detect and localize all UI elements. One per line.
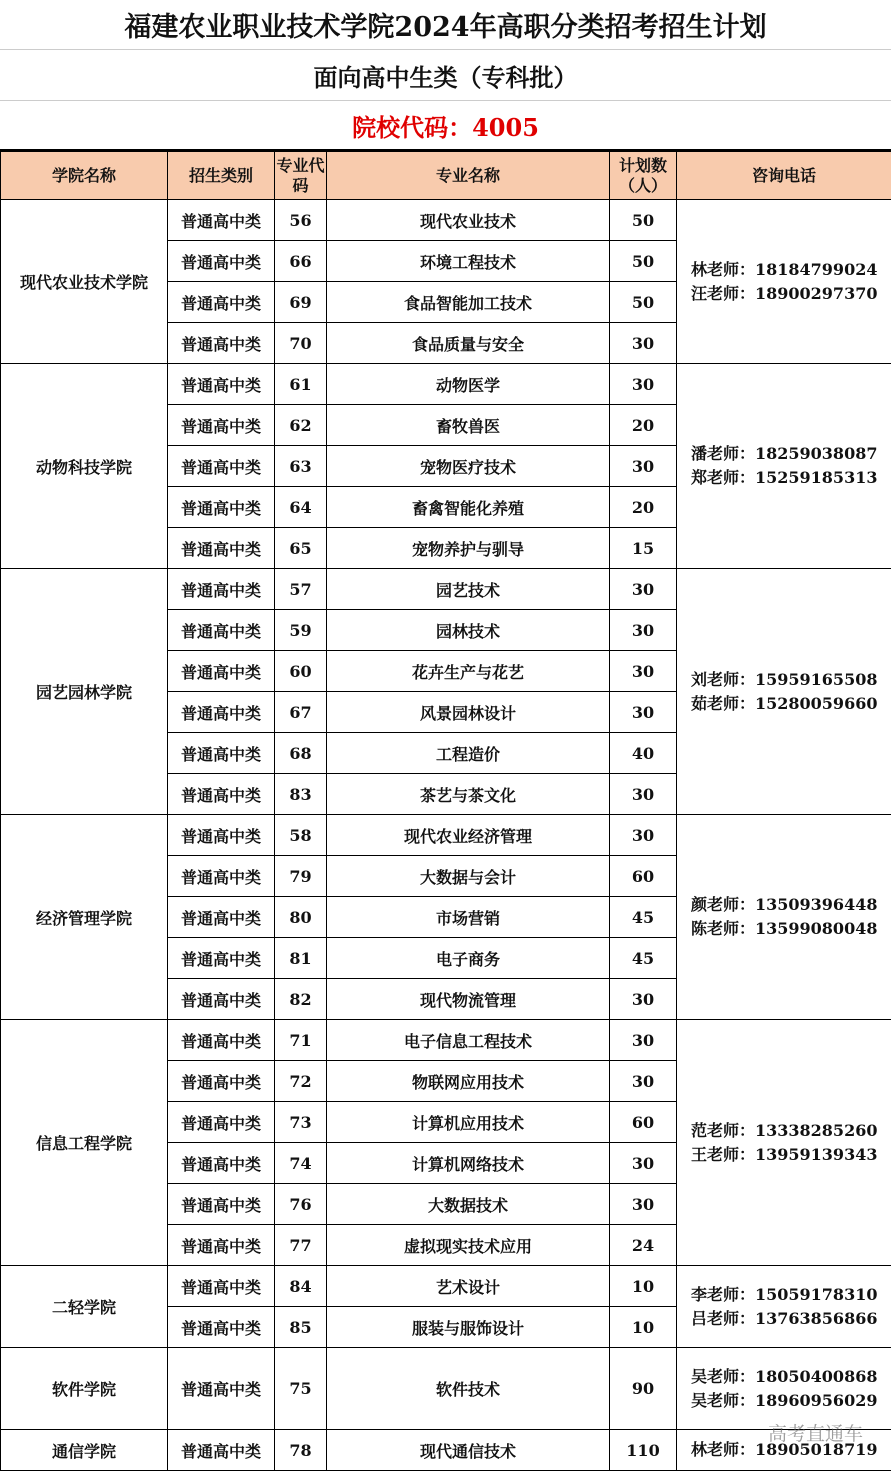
major-code: 83 xyxy=(275,774,327,815)
header-college: 学院名称 xyxy=(1,152,168,200)
enrollment-category: 普通高中类 xyxy=(168,1184,275,1225)
major-code: 61 xyxy=(275,364,327,405)
major-name: 虚拟现实技术应用 xyxy=(327,1225,610,1266)
contact-line: 林老师：18184799024 xyxy=(691,259,878,279)
major-code: 73 xyxy=(275,1102,327,1143)
table-row xyxy=(1,1020,891,1061)
major-name: 软件技术 xyxy=(327,1348,610,1430)
contact-phones xyxy=(677,569,891,815)
major-code: 60 xyxy=(275,651,327,692)
contact-line: 吴老师：18960956029 xyxy=(691,1390,878,1410)
major-code: 67 xyxy=(275,692,327,733)
plan-count: 30 xyxy=(610,610,677,651)
major-name: 风景园林设计 xyxy=(327,692,610,733)
college-name: 软件学院 xyxy=(1,1348,168,1430)
major-code: 68 xyxy=(275,733,327,774)
college-name: 通信学院 xyxy=(1,1430,168,1471)
plan-count: 30 xyxy=(610,979,677,1020)
enrollment-category: 普通高中类 xyxy=(168,487,275,528)
enrollment-category: 普通高中类 xyxy=(168,1102,275,1143)
major-code: 85 xyxy=(275,1307,327,1348)
plan-count: 45 xyxy=(610,938,677,979)
enrollment-category: 普通高中类 xyxy=(168,282,275,323)
major-name: 现代农业经济管理 xyxy=(327,815,610,856)
plan-count: 60 xyxy=(610,856,677,897)
page-title: 福建农业职业技术学院2024年高职分类招考招生计划 xyxy=(0,0,891,50)
major-code: 59 xyxy=(275,610,327,651)
enrollment-category: 普通高中类 xyxy=(168,323,275,364)
major-name: 工程造价 xyxy=(327,733,610,774)
contact-phones xyxy=(677,1020,891,1266)
major-name: 畜禽智能化养殖 xyxy=(327,487,610,528)
plan-count: 24 xyxy=(610,1225,677,1266)
college-name: 二轻学院 xyxy=(1,1266,168,1348)
enrollment-category: 普通高中类 xyxy=(168,897,275,938)
table-row xyxy=(1,1430,891,1471)
major-name: 畜牧兽医 xyxy=(327,405,610,446)
contact-line: 郑老师：15259185313 xyxy=(691,468,878,487)
plan-count: 50 xyxy=(610,282,677,323)
table-header-row xyxy=(1,152,891,200)
plan-count: 30 xyxy=(610,651,677,692)
plan-count: 30 xyxy=(610,815,677,856)
major-name: 现代农业技术 xyxy=(327,200,610,241)
contact-line: 林老师：18905018719 xyxy=(691,1440,878,1459)
enrollment-category: 普通高中类 xyxy=(168,979,275,1020)
table-row xyxy=(1,1266,891,1307)
plan-count: 10 xyxy=(610,1307,677,1348)
enrollment-category: 普通高中类 xyxy=(168,733,275,774)
plan-count: 20 xyxy=(610,487,677,528)
major-code: 78 xyxy=(275,1430,327,1471)
major-name: 动物医学 xyxy=(327,364,610,405)
enrollment-category: 普通高中类 xyxy=(168,200,275,241)
major-name: 花卉生产与花艺 xyxy=(327,651,610,692)
major-name: 艺术设计 xyxy=(327,1266,610,1307)
contact-phones xyxy=(677,200,891,364)
enrollment-category: 普通高中类 xyxy=(168,856,275,897)
table-row xyxy=(1,569,891,610)
enrollment-category: 普通高中类 xyxy=(168,364,275,405)
enrollment-category: 普通高中类 xyxy=(168,405,275,446)
major-code: 84 xyxy=(275,1266,327,1307)
major-code: 75 xyxy=(275,1348,327,1430)
plan-count: 30 xyxy=(610,692,677,733)
major-code: 66 xyxy=(275,241,327,282)
major-code: 69 xyxy=(275,282,327,323)
major-code: 80 xyxy=(275,897,327,938)
plan-count: 30 xyxy=(610,1061,677,1102)
plan-count: 30 xyxy=(610,774,677,815)
contact-phones xyxy=(677,1266,891,1348)
plan-count: 50 xyxy=(610,200,677,241)
major-code: 76 xyxy=(275,1184,327,1225)
college-name: 现代农业技术学院 xyxy=(1,200,168,364)
college-name: 信息工程学院 xyxy=(1,1020,168,1266)
contact-line: 吴老师：18050400868 xyxy=(691,1366,878,1386)
contact-line: 王老师：13959139343 xyxy=(691,1144,878,1164)
major-code: 57 xyxy=(275,569,327,610)
contact-line: 潘老师：18259038087 xyxy=(691,444,878,463)
enrollment-category: 普通高中类 xyxy=(168,241,275,282)
enrollment-category: 普通高中类 xyxy=(168,528,275,569)
major-code: 77 xyxy=(275,1225,327,1266)
header-category: 招生类别 xyxy=(168,152,275,200)
enrollment-category: 普通高中类 xyxy=(168,651,275,692)
major-name: 大数据技术 xyxy=(327,1184,610,1225)
contact-line: 陈老师：13599080048 xyxy=(691,919,878,938)
enrollment-category: 普通高中类 xyxy=(168,815,275,856)
plan-count: 30 xyxy=(610,1143,677,1184)
major-name: 计算机应用技术 xyxy=(327,1102,610,1143)
enrollment-category: 普通高中类 xyxy=(168,1143,275,1184)
major-code: 74 xyxy=(275,1143,327,1184)
header-major-name: 专业名称 xyxy=(327,152,610,200)
table-row xyxy=(1,200,891,241)
plan-count: 30 xyxy=(610,1020,677,1061)
plan-count: 110 xyxy=(610,1430,677,1471)
major-code: 70 xyxy=(275,323,327,364)
enrollment-category: 普通高中类 xyxy=(168,1348,275,1430)
major-name: 环境工程技术 xyxy=(327,241,610,282)
plan-count: 90 xyxy=(610,1348,677,1430)
major-code: 72 xyxy=(275,1061,327,1102)
college-name: 园艺园林学院 xyxy=(1,569,168,815)
table-row xyxy=(1,815,891,856)
table-row xyxy=(1,364,891,405)
contact-line: 刘老师：15959165508 xyxy=(691,669,878,689)
header-major-code: 专业代码 xyxy=(275,152,327,200)
contact-line: 茹老师：15280059660 xyxy=(691,693,878,713)
contact-phones xyxy=(677,364,891,569)
major-name: 计算机网络技术 xyxy=(327,1143,610,1184)
enrollment-category: 普通高中类 xyxy=(168,1307,275,1348)
plan-count: 60 xyxy=(610,1102,677,1143)
college-name: 动物科技学院 xyxy=(1,364,168,569)
contact-line: 范老师：13338285260 xyxy=(691,1120,878,1140)
plan-count: 30 xyxy=(610,364,677,405)
major-name: 市场营销 xyxy=(327,897,610,938)
major-name: 茶艺与茶文化 xyxy=(327,774,610,815)
plan-count: 40 xyxy=(610,733,677,774)
enrollment-category: 普通高中类 xyxy=(168,774,275,815)
plan-count: 30 xyxy=(610,323,677,364)
major-code: 79 xyxy=(275,856,327,897)
major-name: 物联网应用技术 xyxy=(327,1061,610,1102)
header-phone: 咨询电话 xyxy=(677,152,891,200)
major-code: 82 xyxy=(275,979,327,1020)
major-name: 宠物养护与驯导 xyxy=(327,528,610,569)
major-name: 园艺技术 xyxy=(327,569,610,610)
major-code: 62 xyxy=(275,405,327,446)
enrollment-category: 普通高中类 xyxy=(168,610,275,651)
major-code: 81 xyxy=(275,938,327,979)
enrollment-category: 普通高中类 xyxy=(168,938,275,979)
enrollment-category: 普通高中类 xyxy=(168,1061,275,1102)
enrollment-category: 普通高中类 xyxy=(168,446,275,487)
table-row xyxy=(1,1348,891,1430)
major-name: 服装与服饰设计 xyxy=(327,1307,610,1348)
major-code: 63 xyxy=(275,446,327,487)
enrollment-category: 普通高中类 xyxy=(168,692,275,733)
contact-line: 颜老师：13509396448 xyxy=(691,895,878,914)
school-code: 院校代码：4005 xyxy=(0,101,891,151)
major-code: 71 xyxy=(275,1020,327,1061)
major-name: 现代通信技术 xyxy=(327,1430,610,1471)
plan-count: 30 xyxy=(610,569,677,610)
enrollment-plan-table xyxy=(0,151,891,1471)
page-subtitle: 面向高中生类（专科批） xyxy=(0,50,891,101)
plan-count: 30 xyxy=(610,1184,677,1225)
enrollment-category: 普通高中类 xyxy=(168,1225,275,1266)
major-name: 电子商务 xyxy=(327,938,610,979)
major-name: 现代物流管理 xyxy=(327,979,610,1020)
plan-count: 10 xyxy=(610,1266,677,1307)
contact-line: 李老师：15059178310 xyxy=(691,1284,878,1304)
plan-count: 50 xyxy=(610,241,677,282)
enrollment-category: 普通高中类 xyxy=(168,569,275,610)
plan-count: 45 xyxy=(610,897,677,938)
contact-line: 汪老师：18900297370 xyxy=(691,283,878,303)
contact-phones xyxy=(677,815,891,1020)
contact-line: 吕老师：13763856866 xyxy=(691,1308,878,1328)
plan-count: 20 xyxy=(610,405,677,446)
major-name: 大数据与会计 xyxy=(327,856,610,897)
contact-phones xyxy=(677,1348,891,1430)
enrollment-category: 普通高中类 xyxy=(168,1266,275,1307)
major-name: 电子信息工程技术 xyxy=(327,1020,610,1061)
major-name: 食品质量与安全 xyxy=(327,323,610,364)
watermark: 高考直通车 xyxy=(767,1423,863,1445)
major-name: 宠物医疗技术 xyxy=(327,446,610,487)
major-name: 园林技术 xyxy=(327,610,610,651)
major-code: 58 xyxy=(275,815,327,856)
major-name: 食品智能加工技术 xyxy=(327,282,610,323)
major-code: 65 xyxy=(275,528,327,569)
enrollment-category: 普通高中类 xyxy=(168,1430,275,1471)
college-name: 经济管理学院 xyxy=(1,815,168,1020)
header-plan-count: 计划数（人） xyxy=(610,152,677,200)
plan-count: 30 xyxy=(610,446,677,487)
plan-count: 15 xyxy=(610,528,677,569)
enrollment-category: 普通高中类 xyxy=(168,1020,275,1061)
major-code: 64 xyxy=(275,487,327,528)
major-code: 56 xyxy=(275,200,327,241)
